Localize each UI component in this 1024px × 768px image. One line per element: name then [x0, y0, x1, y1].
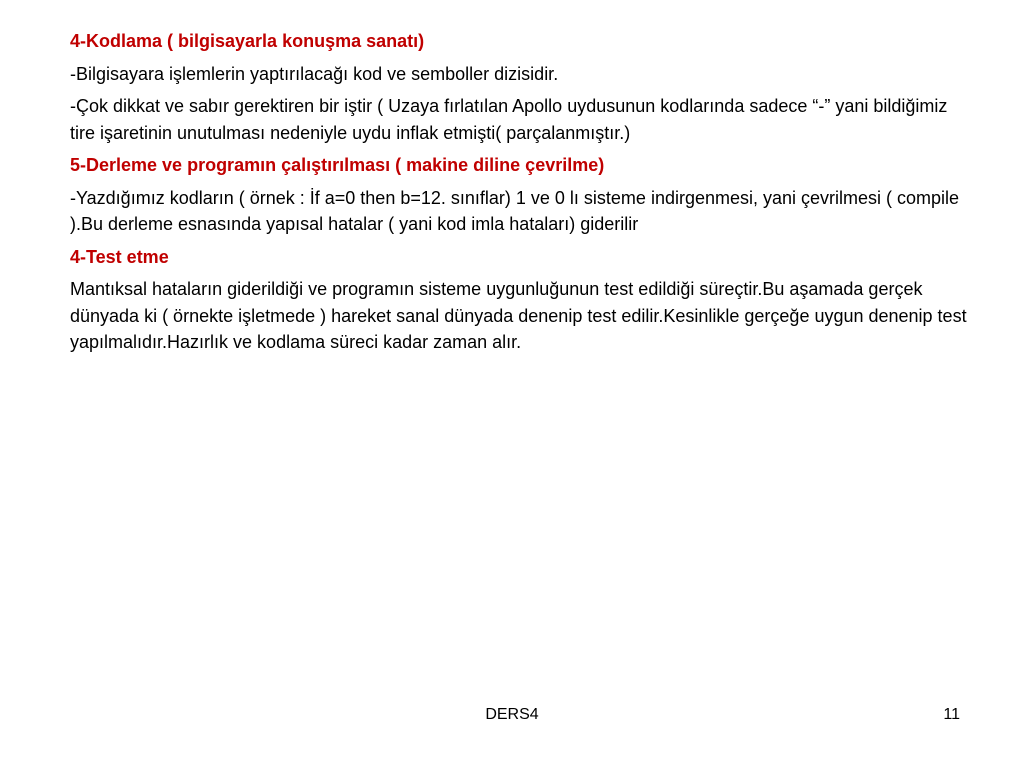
paragraph-derleme-description: -Yazdığımız kodların ( örnek : İf a=0 then b=12. sınıflar) 1 ve 0 lı sisteme indirgenmesi, yani çevrilmesi ( compile ).Bu derleme esnasında yapısal hatalar ( yani kod imla hataları) giderilir	[70, 187, 960, 234]
heading-test-etme: 4-Test etme	[70, 246, 169, 267]
heading-kodlama: 4-Kodlama ( bilgisayarla konuşma sanatı)	[70, 31, 425, 51]
paragraph-kodlama-definition: -Bilgisayara işlemlerin yaptırılacağı kod ve semboller dizisidir.	[70, 63, 559, 84]
paragraph-kodlama-apollo-example: -Çok dikkat ve sabır gerektiren bir iştir ( Uzaya fırlatılan Apollo uydusunun kodlarında sadece “-” yani bildiğimiz tire işaretinin unutulması nedeniyle uydu inflak etmişti( parçalanmıştır.)	[70, 96, 948, 143]
heading-derleme: 5-Derleme ve programın çalıştırılması ( makine diline çevrilme)	[70, 155, 605, 175]
footer-label: DERS4	[485, 706, 539, 723]
page-number: 11	[943, 706, 960, 723]
slide-content	[70, 28, 975, 356]
paragraph-test-etme-description: Mantıksal hataların giderildiği ve programın sisteme uygunluğunun test edildiği süreçtir.Bu aşamada gerçek dünyada ki ( örnekte işletmede ) hareket sanal dünyada denenip test edilir.Kesinlikle gerçeğe uygun denenip test yapılmalıdır.Hazırlık ve kodlama süreci kadar zaman alır.	[70, 279, 967, 352]
